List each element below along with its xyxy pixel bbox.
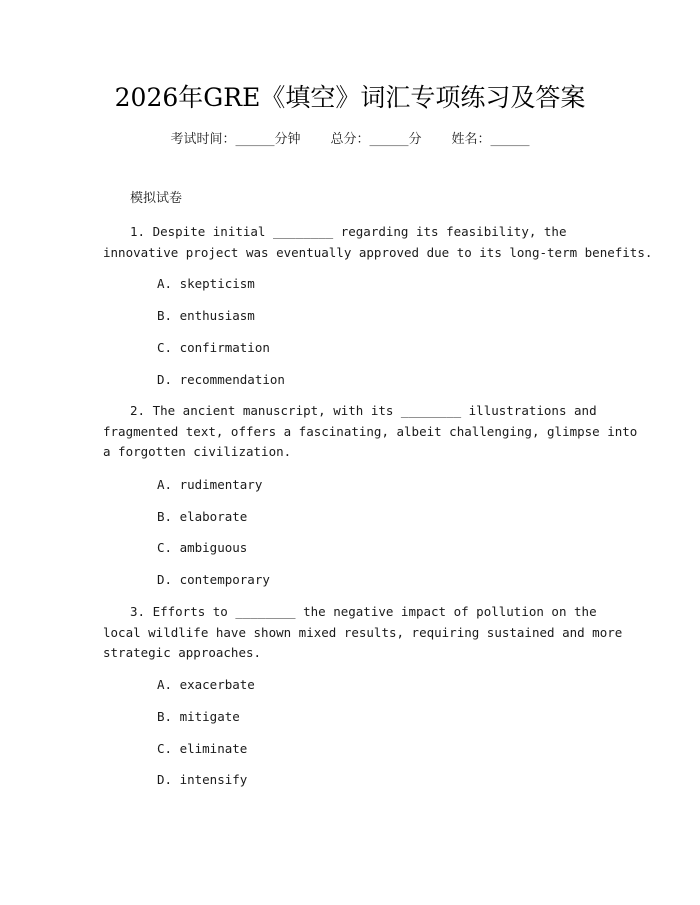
question-1-line-1: 1. Despite initial ________ regarding its feasibility, the	[130, 224, 567, 239]
question-1	[103, 222, 653, 263]
question-2-line-3: a forgotten civilization.	[103, 444, 292, 459]
question-3-option-a: A. exacerbate	[157, 677, 255, 692]
question-3	[103, 602, 623, 664]
question-3-line-3: strategic approaches.	[103, 645, 262, 660]
question-2-option-c: C. ambiguous	[157, 540, 248, 555]
question-2	[103, 401, 638, 463]
question-1-option-b: B. enthusiasm	[157, 308, 255, 323]
page-title: 2026年GRE《填空》词汇专项练习及答案	[114, 83, 586, 112]
question-1-option-a: A. skepticism	[157, 276, 255, 291]
question-1-line-2: innovative project was eventually approved due to its long-term benefits.	[103, 244, 653, 260]
question-2-option-b: B. elaborate	[157, 509, 248, 524]
question-3-option-c: C. eliminate	[157, 741, 248, 756]
section-label: 模拟试卷	[130, 191, 183, 206]
question-1-option-c: C. confirmation	[157, 340, 270, 355]
question-3-option-b: B. mitigate	[157, 709, 240, 724]
student-name-field: 姓名：______	[451, 132, 530, 147]
exam-meta-row	[0, 130, 700, 150]
question-2-line-2: fragmented text, offers a fascinating, albeit challenging, glimpse into	[103, 423, 638, 439]
question-3-option-d: D. intensify	[157, 772, 248, 787]
total-score-field: 总分：______分	[330, 132, 422, 147]
question-1-option-d: D. recommendation	[157, 372, 285, 387]
question-3-line-2: local wildlife have shown mixed results, requiring sustained and more	[103, 624, 623, 640]
exam-time-field: 考试时间：______分钟	[170, 132, 301, 147]
question-3-line-1: 3. Efforts to ________ the negative impact of pollution on the	[130, 604, 597, 619]
question-2-option-d: D. contemporary	[157, 572, 270, 587]
question-2-option-a: A. rudimentary	[157, 477, 263, 492]
question-2-line-1: 2. The ancient manuscript, with its ________ illustrations and	[130, 403, 597, 418]
